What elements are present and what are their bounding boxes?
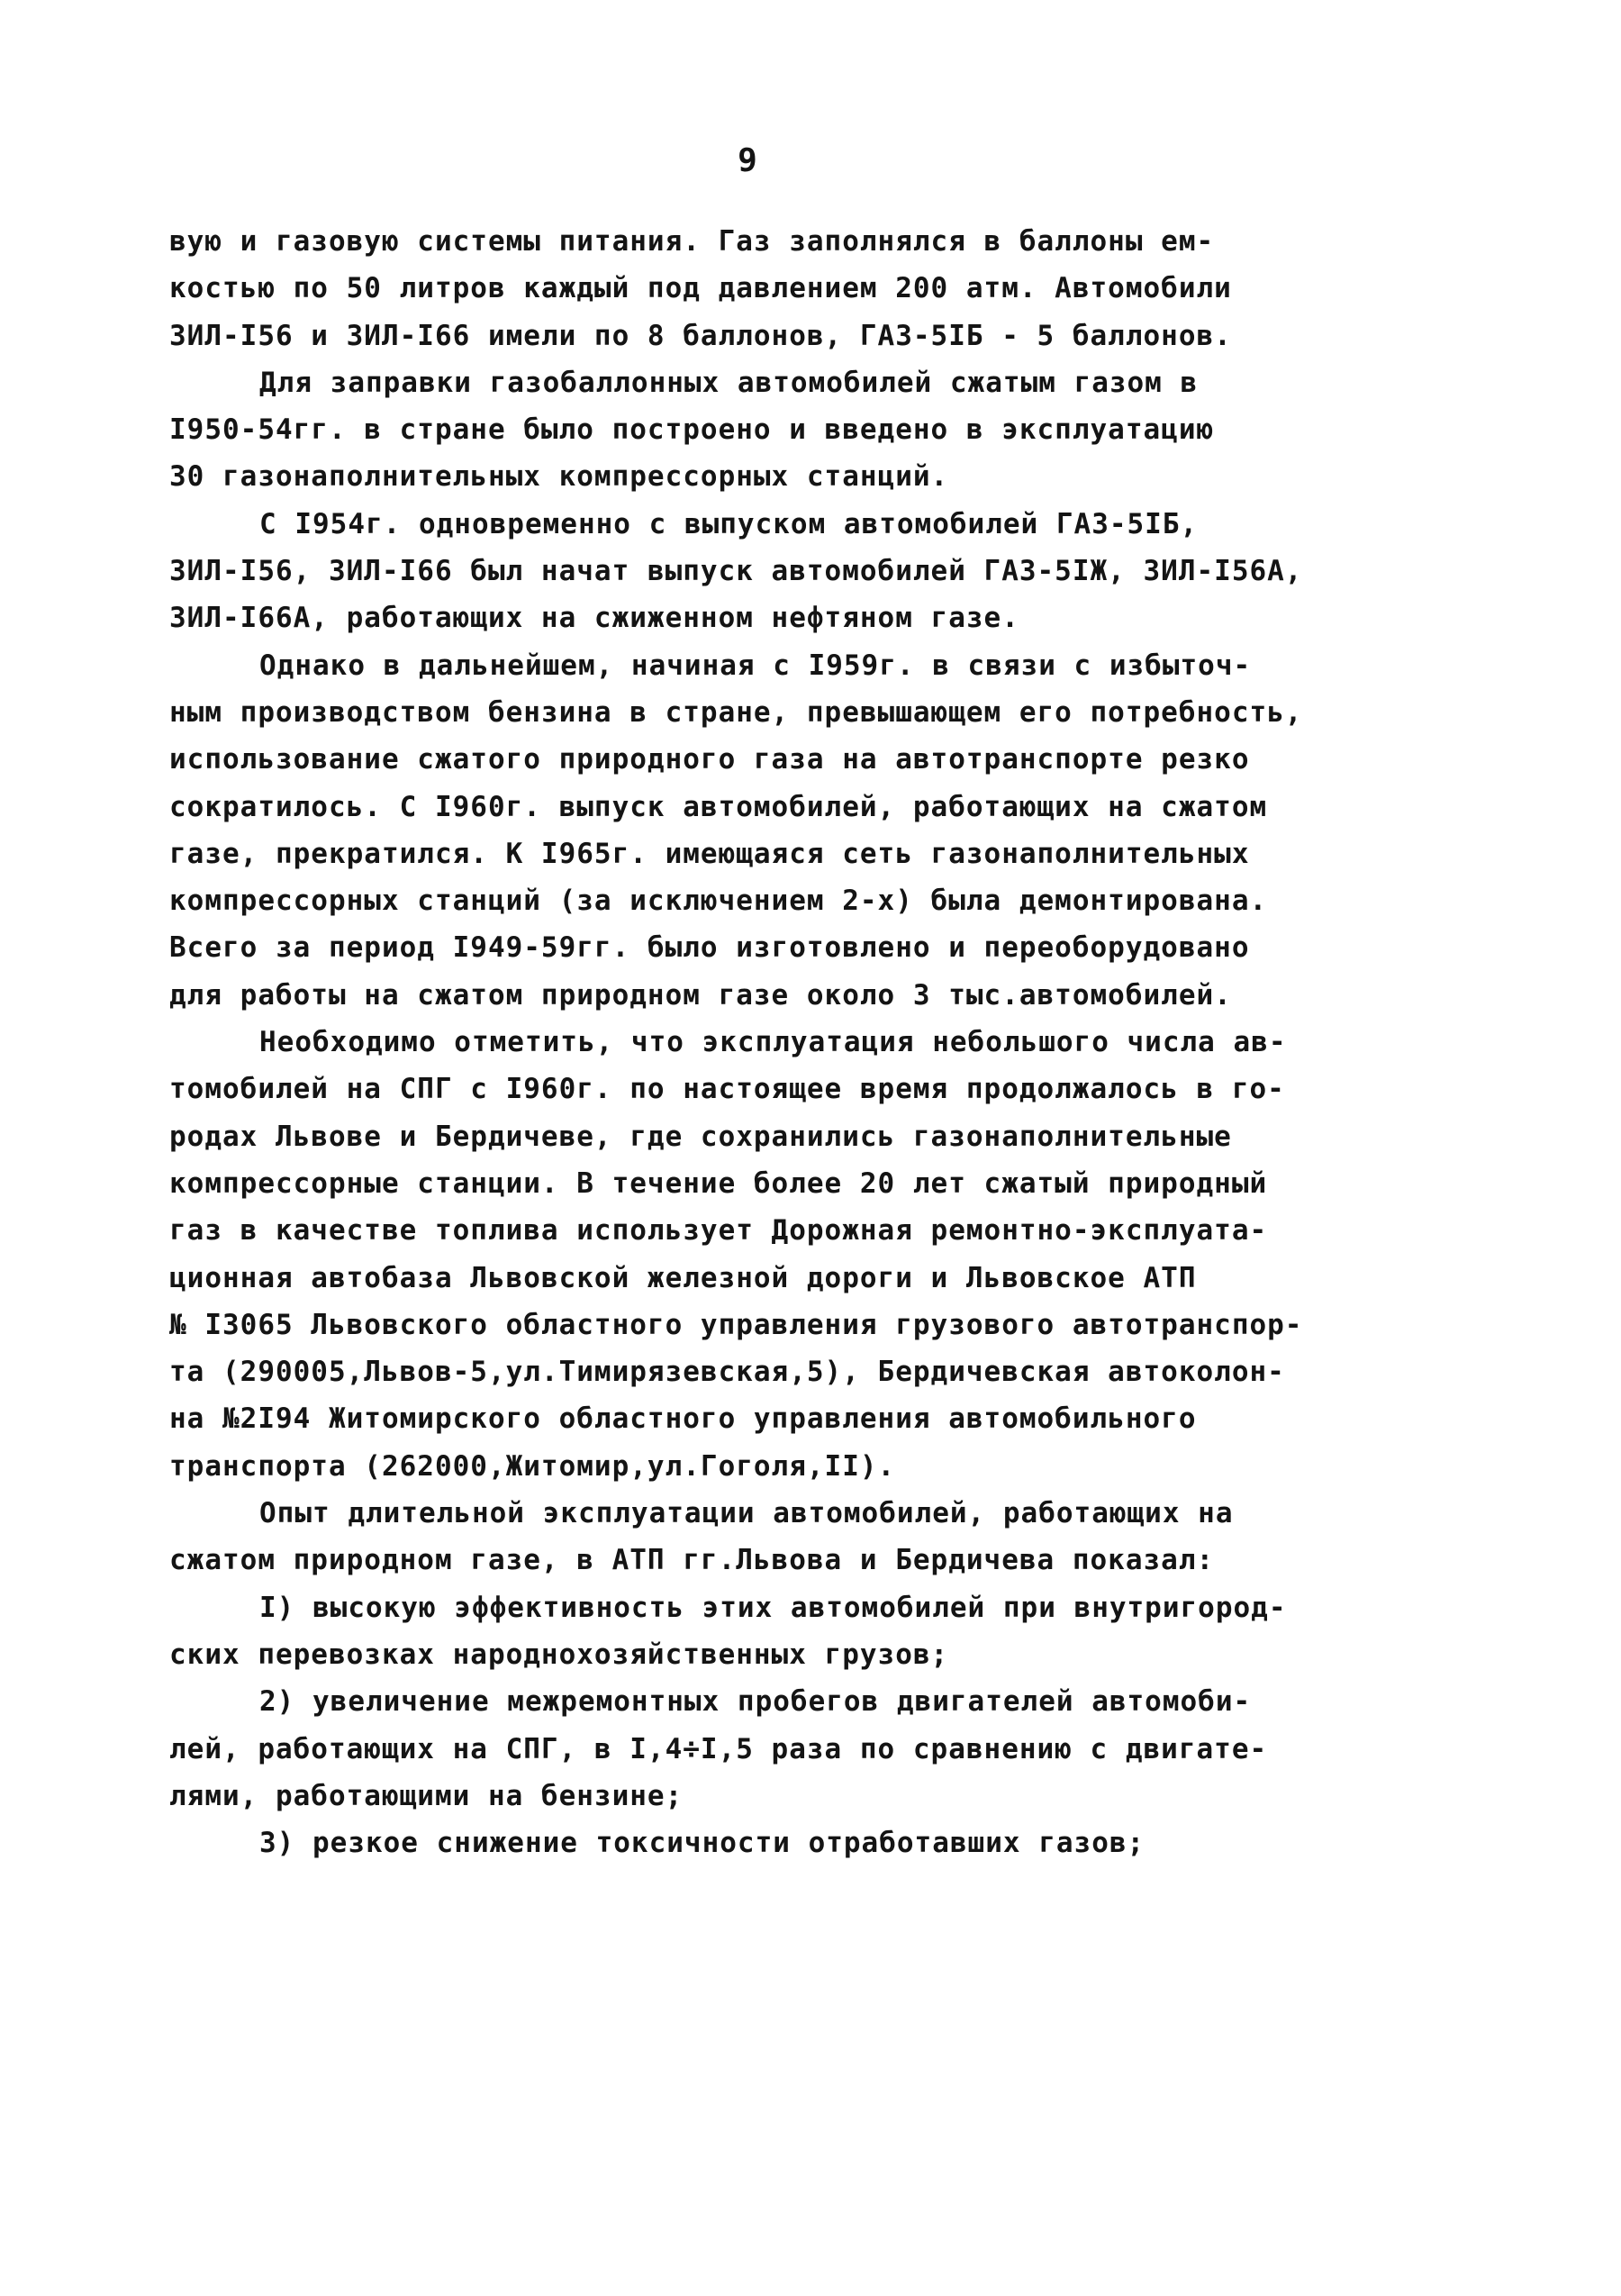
text-line: ских перевозках народнохозяйственных грузов; [169,1638,949,1671]
text-line: 30 газонаполнительных компрессорных станций. [169,460,949,494]
text-line: I950-54гг. в стране было построено и введено в эксплуатацию [169,413,1215,447]
text-line: транспорта (262000,Житомир,ул.Гоголя,II). [169,1449,896,1483]
text-line: ЗИЛ-I56 и ЗИЛ-I66 имели по 8 баллонов, ГАЗ-5IБ - 5 баллонов. [169,319,1232,352]
page-number: 9 [738,142,757,179]
text-line: Для заправки газобаллонных автомобилей сжатым газом в [259,366,1199,399]
text-line: 3) резкое снижение токсичности отработавших газов; [259,1827,1146,1860]
text-line: газе, прекратился. К I965г. имеющаяся сеть газонаполнительных [169,837,1250,870]
text-line: для работы на сжатом природном газе около 3 тыс.автомобилей. [169,978,1232,1012]
text-line: компрессорных станций (за исключением 2-х) была демонтирована. [169,885,1268,918]
text-line: использование сжатого природного газа на автотранспорте резко [169,743,1250,776]
text-line: лей, работающих на СПГ, в I,4÷I,5 раза по сравнению с двигате- [169,1732,1268,1765]
text-line: родах Львове и Бердичеве, где сохранились газонаполнительные [169,1120,1232,1153]
text-line: ЗИЛ-I56, ЗИЛ-I66 был начат выпуск автомобилей ГАЗ-5IЖ, ЗИЛ-I56А, [169,555,1303,588]
text-line: Однако в дальнейшем, начиная с I959г. в связи с избыточ- [259,649,1252,682]
text-line: ционная автобаза Львовской железной дороги и Львовское АТП [169,1261,1197,1294]
text-line: Опыт длительной эксплуатации автомобилей, работающих на [259,1497,1234,1530]
text-line: компрессорные станции. В течение более 20 лет сжатый природный [169,1166,1268,1200]
text-line: та (290005,Львов-5,ул.Тимирязевская,5), Бердичевская автоколон- [169,1356,1285,1389]
text-line: газ в качестве топлива использует Дорожная ремонтно-эксплуата- [169,1214,1268,1248]
text-line: I) высокую эффективность этих автомобилей при внутригород- [259,1591,1287,1624]
text-line: № I3065 Львовского областного управления грузового автотранспор- [169,1308,1303,1341]
text-line: ЗИЛ-I66А, работающих на сжиженном нефтяном газе. [169,602,1019,635]
text-line: лями, работающими на бензине; [169,1779,684,1812]
text-line: костью по 50 литров каждый под давлением 200 атм. Автомобили [169,272,1232,305]
text-line: ным производством бензина в стране, превышающем его потребность, [169,695,1303,729]
text-line: сжатом природном газе, в АТП гг.Львова и Бердичева показал: [169,1544,1215,1577]
text-line: сократилось. С I960г. выпуск автомобилей, работающих на сжатом [169,790,1268,823]
body-text [169,218,1430,1866]
text-line: вую и газовую системы питания. Газ заполнялся в баллоны ем- [169,225,1215,258]
text-line: Необходимо отметить, что эксплуатация небольшого числа ав- [259,1026,1287,1059]
text-line: С I954г. одновременно с выпуском автомобилей ГАЗ-5IБ, [259,507,1199,540]
text-line: 2) увеличение межремонтных пробегов двигателей автомоби- [259,1685,1252,1719]
text-line: томобилей на СПГ с I960г. по настоящее время продолжалось в го- [169,1073,1285,1106]
text-line: на №2I94 Житомирского областного управления автомобильного [169,1402,1197,1436]
text-line: Всего за период I949-59гг. было изготовлено и переоборудовано [169,931,1250,965]
